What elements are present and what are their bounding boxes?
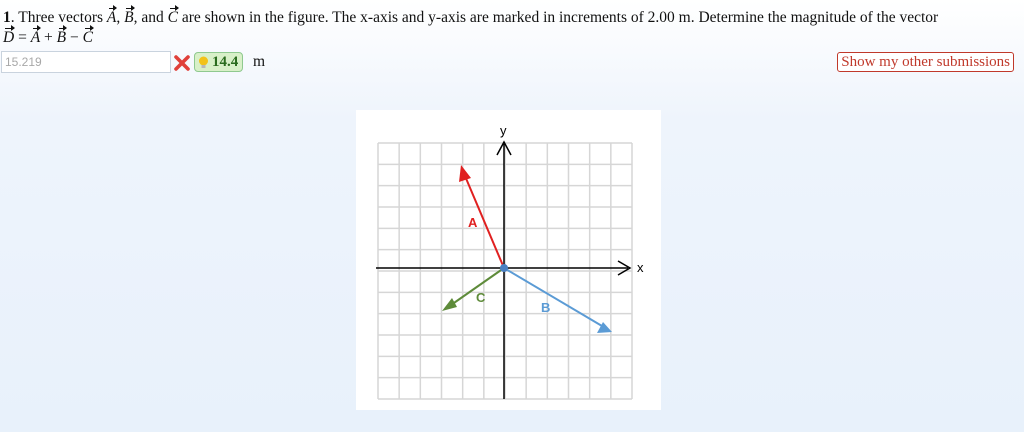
question-text: 1. Three vectors A, B, and C are shown in the figure. The x-axis and y-axis are marked in increments of 2.00 m. Determine the magnitude of the vector D = A + B − C bbox=[3, 9, 939, 46]
question-number-period: . bbox=[10, 9, 15, 26]
vector-figure bbox=[356, 110, 661, 410]
equation-plus: + bbox=[44, 29, 53, 46]
vector-a-arrowhead-icon bbox=[459, 165, 471, 182]
vector-a-label: A bbox=[468, 215, 478, 230]
vector-b-line bbox=[504, 268, 602, 326]
vector-b-symbol: B bbox=[124, 9, 134, 26]
vector-b-label: B bbox=[541, 300, 551, 315]
vector-a-symbol: A bbox=[106, 9, 117, 26]
vector-diagram bbox=[356, 110, 661, 410]
vector-c-label: C bbox=[476, 290, 486, 305]
vector-c-symbol: C bbox=[167, 9, 178, 26]
question-number: 1 bbox=[3, 9, 11, 26]
question-and-word: and bbox=[141, 9, 164, 26]
show-other-submissions-button[interactable]: Show my other submissions bbox=[837, 52, 1014, 72]
answer-unit: m bbox=[253, 53, 266, 70]
vector-c-arrowhead-icon bbox=[442, 298, 457, 311]
origin-point bbox=[500, 264, 508, 272]
lightbulb-icon bbox=[198, 56, 209, 69]
answer-row bbox=[1, 51, 1021, 75]
question-text-part1: Three vectors bbox=[18, 9, 104, 26]
equation-minus: − bbox=[70, 29, 79, 46]
hint-badge[interactable] bbox=[194, 52, 243, 72]
equation-vector-c: C bbox=[82, 29, 93, 46]
wrong-x-icon bbox=[173, 54, 191, 72]
x-axis-label: x bbox=[637, 260, 644, 275]
vector-d-symbol: D bbox=[3, 29, 15, 46]
hint-value: 14.4 bbox=[212, 53, 239, 70]
equation-vector-a: A bbox=[30, 29, 41, 46]
y-axis-label: y bbox=[500, 123, 507, 138]
answer-input[interactable] bbox=[1, 51, 171, 73]
equation-vector-b: B bbox=[56, 29, 67, 46]
vector-equation bbox=[3, 29, 93, 46]
question-text-part2: are shown in the figure. The x-axis and y-axis are marked in increments of 2.00 m. Determine the magnitude of the vector bbox=[181, 9, 939, 26]
equation-equals: = bbox=[18, 29, 27, 46]
